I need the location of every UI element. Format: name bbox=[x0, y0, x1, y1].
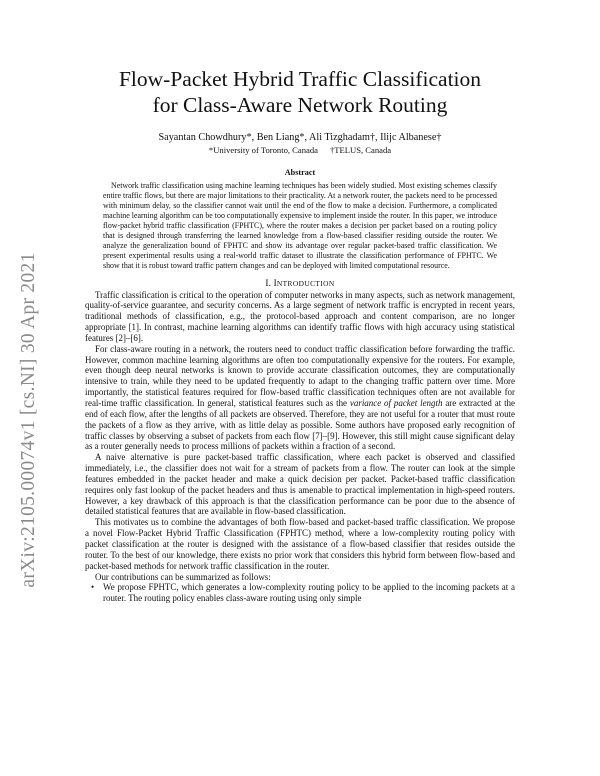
section-first-letter: I bbox=[273, 277, 277, 288]
arxiv-id-text: arXiv:2105.00074v1 [cs.NI] 30 Apr 2021 bbox=[18, 252, 39, 588]
bullet-icon: • bbox=[91, 582, 95, 593]
list-item bbox=[85, 582, 515, 604]
affiliations bbox=[85, 145, 515, 156]
intro-paragraph-2 bbox=[85, 344, 515, 452]
p2-part-b: are extracted at the end of each flow, after the lengths of all packets are observed. Therefore, they are not useful for a router that must route the packets of a flow as they arrive, with as little delay as possible. Some authors have proposed early recognition of traffic classes by observing a subset of packets from each flow [7]–[9]. However, this still might cause significant delay as a router generally needs to process millions of packets within a fraction of a second. bbox=[85, 398, 515, 452]
title-line-1: Flow-Packet Hybrid Traffic Classification bbox=[118, 67, 482, 91]
paper-page bbox=[85, 66, 515, 604]
section-heading-introduction bbox=[85, 277, 515, 290]
intro-paragraph-3: A naive alternative is pure packet-based traffic classification, where each packet is observed and classified immediately, i.e., the classifier does not wait for a stream of packets from a flow. The router can look at the simple features embedded in the packet header and make a quick decision per packet. Packet-based traffic classification requires only fast lookup of the packet headers and thus is amenable to practical implementation in high-speed routers. However, a key drawback of this approach is that the classification performance can be poor due to the absence of detailed statistical features that are available in flow-based classification. bbox=[85, 452, 515, 517]
author-list: Sayantan Chowdhury*, Ben Liang*, Ali Tizghadam†, Ilijc Albanese† bbox=[158, 132, 442, 143]
section-title-rest: NTRODUCTION bbox=[276, 278, 335, 288]
bullet-1-text: We propose FPHTC, which generates a low-complexity routing policy to be applied to the incoming packets at a router. The routing policy enables class-aware routing using only simple bbox=[103, 582, 515, 604]
abstract-text: Network traffic classification using machine learning techniques has been widely studied. Most existing schemes classify entire traffic flows, but there are major limitations to their practicality. At a network router, the packets need to be processed with minimum delay, so the classifier cannot wait until the end of the flow to make a decision. Furthermore, a complicated machine learning algorithm can be too computationally expensive to implement inside the router. In this paper, we introduce flow-packet hybrid traffic classification (FPHTC), where the router makes a decision per packet based on a routing policy that is designed through transferring the learned knowledge from a flow-based classifier residing outside the router. We analyze the generalization bound of FPHTC and show its advantage over regular packet-based traffic classification. We present experimental results using a real-world traffic dataset to illustrate the classification performance of FPHTC. We show that it is robust toward traffic pattern changes and can be deployed with limited computational resource. bbox=[103, 181, 497, 270]
section-numeral: I. bbox=[265, 277, 274, 288]
contributions-list bbox=[85, 582, 515, 604]
affiliation-1: *University of Toronto, Canada bbox=[208, 145, 318, 155]
abstract-heading: Abstract bbox=[284, 168, 316, 177]
affiliation-2: †TELUS, Canada bbox=[329, 145, 392, 155]
intro-paragraph-1: Traffic classification is critical to the operation of computer networks in many aspects, such as network management, quality-of-service guarantee, and security concerns. As a large segment of network traffic is encrypted in recent years, traditional methods of classification, e.g., the protocol-based approach and content comparison, are no longer appropriate [1]. In contrast, machine learning algorithms can identify traffic flows with high accuracy using statistical features [2]–[6]. bbox=[85, 289, 515, 343]
p2-part-a: For class-aware routing in a network, the routers need to conduct traffic classification before forwarding the traffic. However, common machine learning algorithms are often too computationally expensive for the routers. For example, even though deep neural networks is known to provide accurate classification outcomes, they are computationally intensive to train, while they need to be updated frequently to adapt to the changing traffic pattern over time. More importantly, the statistical features required for flow-based traffic classification techniques often are not available for real-time traffic classification. In general, statistical features such as the bbox=[85, 343, 515, 409]
title-line-2: for Class-Aware Network Routing bbox=[152, 93, 448, 117]
paper-title bbox=[85, 66, 515, 118]
intro-paragraph-5: Our contributions can be summarized as follows: bbox=[95, 571, 271, 582]
p2-emphasis: variance of packet length bbox=[349, 398, 443, 409]
intro-paragraph-4: This motivates us to combine the advantages of both flow-based and packet-based traffic classification. We propose a novel Flow-Packet Hybrid Traffic Classification (FPHTC) method, where a low-complexity routing policy with packet classification at the router is designed with the assistance of a flow-based classifier that resides outside the router. To the best of our knowledge, there exists no prior work that considers this hybrid form between flow-based and packet-based methods for network traffic classification in the router. bbox=[85, 517, 515, 571]
